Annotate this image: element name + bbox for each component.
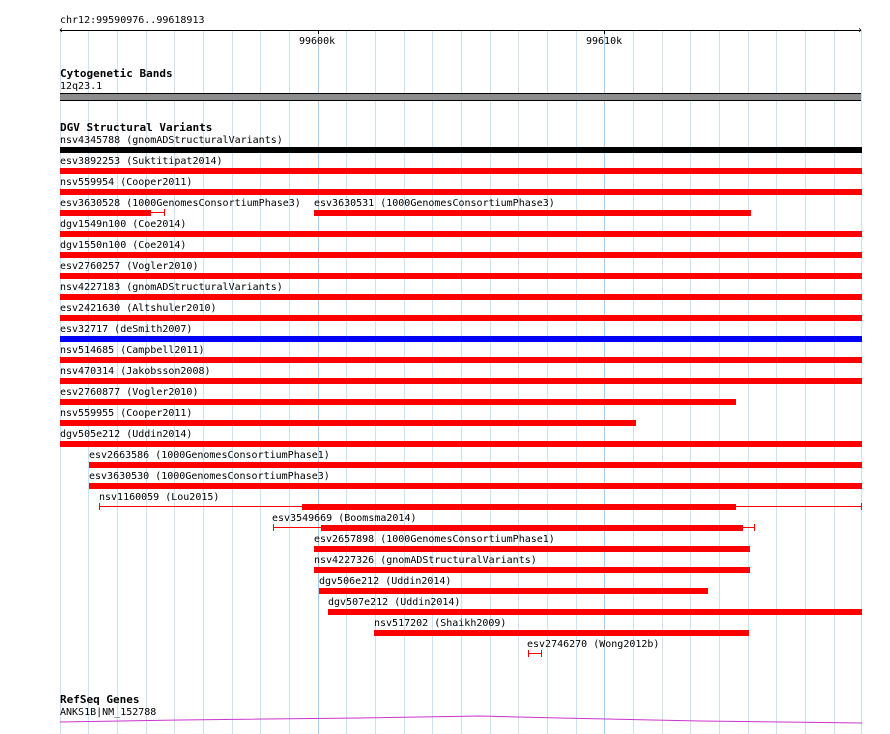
- variant-bar[interactable]: [60, 189, 862, 195]
- variant-label: nsv514685 (Campbell2011): [60, 345, 205, 356]
- variant-bar[interactable]: [60, 147, 862, 153]
- variant-bar[interactable]: [314, 546, 750, 552]
- variant-whisker-end: [541, 650, 542, 657]
- variant-label: nsv1160059 (Lou2015): [99, 492, 220, 503]
- variant-bar[interactable]: [60, 294, 862, 300]
- variant-label: esv2657898 (1000GenomesConsortiumPhase1): [314, 534, 555, 545]
- variant-label: dgv506e212 (Uddin2014): [319, 576, 452, 587]
- variant-whisker-end: [861, 503, 862, 510]
- variant-whisker-end: [273, 524, 274, 531]
- variant-whisker-end: [528, 650, 529, 657]
- variant-bar[interactable]: [314, 210, 751, 216]
- variant-bar[interactable]: [89, 483, 862, 489]
- variant-bar[interactable]: [60, 273, 862, 279]
- variant-label: esv2746270 (Wong2012b): [527, 639, 660, 650]
- variant-bar[interactable]: [328, 609, 862, 615]
- variant-whisker-end: [99, 503, 100, 510]
- variant-bar[interactable]: [60, 231, 862, 237]
- variant-bar[interactable]: [319, 588, 708, 594]
- variant-whisker-end: [754, 524, 755, 531]
- variant-bar[interactable]: [60, 441, 862, 447]
- gene-label: ANKS1B|NM_152788: [60, 707, 157, 718]
- variant-bar[interactable]: [528, 653, 541, 654]
- ruler-right-arrow-icon: ›: [857, 25, 864, 36]
- variant-label: nsv4345788 (gnomADStructuralVariants): [60, 135, 283, 146]
- variant-bar[interactable]: [60, 357, 862, 363]
- cytoband-track-title: Cytogenetic Bands: [60, 67, 173, 80]
- cytoband-feature[interactable]: [60, 93, 861, 101]
- variant-label: nsv517202 (Shaikh2009): [374, 618, 507, 629]
- variant-bar[interactable]: [60, 336, 862, 342]
- variant-label: esv2663586 (1000GenomesConsortiumPhase1): [89, 450, 330, 461]
- variant-label: esv3630528 (1000GenomesConsortiumPhase3): [60, 198, 301, 209]
- variant-bar[interactable]: [374, 630, 749, 636]
- variant-whisker-end: [164, 209, 165, 216]
- variant-label: esv3630530 (1000GenomesConsortiumPhase3): [89, 471, 330, 482]
- variant-label: dgv1549n100 (Coe2014): [60, 219, 187, 230]
- variant-bar[interactable]: [321, 525, 743, 531]
- variant-bar[interactable]: [314, 567, 750, 573]
- variant-label: esv2760877 (Vogler2010): [60, 387, 199, 398]
- variant-label: esv3549669 (Boomsma2014): [272, 513, 417, 524]
- refseq-track-title: RefSeq Genes: [60, 693, 140, 706]
- variant-label: dgv1550n100 (Coe2014): [60, 240, 187, 251]
- gene-feature[interactable]: [60, 712, 862, 724]
- variant-label: esv3630531 (1000GenomesConsortiumPhase3): [314, 198, 555, 209]
- variant-label: esv32717 (deSmith2007): [60, 324, 193, 335]
- variant-bar[interactable]: [60, 378, 862, 384]
- cytoband-name: 12q23.1: [60, 81, 103, 92]
- ruler-left-arrow-icon: ‹: [58, 25, 65, 36]
- variant-label: nsv559954 (Cooper2011): [60, 177, 193, 188]
- variant-label: dgv505e212 (Uddin2014): [60, 429, 193, 440]
- ruler-tick-label: 99600k: [299, 36, 336, 47]
- ruler-location: chr12:99590976..99618913: [60, 15, 205, 26]
- variant-bar[interactable]: [60, 399, 736, 405]
- variant-label: esv2760257 (Vogler2010): [60, 261, 199, 272]
- variant-whisker: [151, 212, 165, 213]
- variant-bar[interactable]: [60, 210, 151, 216]
- variant-bar[interactable]: [60, 252, 862, 258]
- variant-bar[interactable]: [89, 462, 862, 468]
- variant-label: nsv4227326 (gnomADStructuralVariants): [314, 555, 537, 566]
- variant-label: nsv470314 (Jakobsson2008): [60, 366, 211, 377]
- variant-label: esv2421630 (Altshuler2010): [60, 303, 217, 314]
- variant-label: dgv507e212 (Uddin2014): [328, 597, 461, 608]
- variant-label: nsv4227183 (gnomADStructuralVariants): [60, 282, 283, 293]
- variant-bar[interactable]: [60, 315, 862, 321]
- variant-bar[interactable]: [60, 420, 636, 426]
- dgv-track-title: DGV Structural Variants: [60, 121, 213, 134]
- variant-label: esv3892253 (Suktitipat2014): [60, 156, 223, 167]
- ruler-tick-label: 99610k: [586, 36, 623, 47]
- variant-label: nsv559955 (Cooper2011): [60, 408, 193, 419]
- variant-bar[interactable]: [60, 168, 862, 174]
- variant-bar[interactable]: [302, 504, 736, 510]
